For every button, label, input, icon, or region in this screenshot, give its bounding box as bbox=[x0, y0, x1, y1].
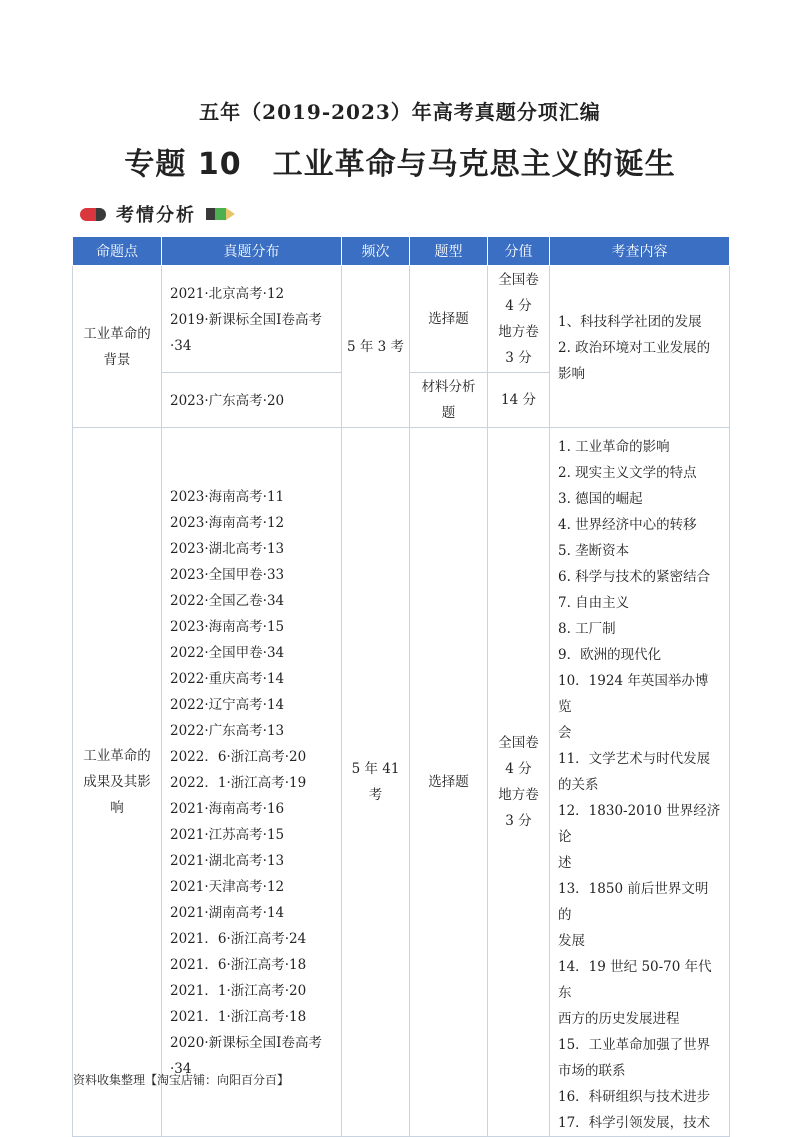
cell-line: 6. 科学与技术的紧密结合 bbox=[558, 569, 711, 585]
topic-cell bbox=[73, 428, 162, 1137]
cell-line: 8. 工厂制 bbox=[558, 621, 616, 637]
cell-line: 西方的历史发展进程 bbox=[558, 1011, 680, 1027]
cell-line: 13．1850 前后世界文明的 bbox=[558, 881, 709, 923]
section-label: 考情分析 bbox=[116, 205, 196, 226]
cell-line: 3. 德国的崛起 bbox=[558, 491, 643, 507]
cell-line: 2021．1·浙江高考·18 bbox=[170, 1009, 307, 1025]
document-title: 专题 10 工业革命与马克思主义的诞生 bbox=[124, 147, 676, 182]
cell-line: 2021·湖北高考·13 bbox=[170, 853, 285, 869]
frequency-cell bbox=[342, 266, 410, 428]
cell-line: 2023·湖北高考·13 bbox=[170, 541, 285, 557]
type-cell bbox=[410, 373, 488, 428]
table-header-row bbox=[73, 237, 730, 266]
cell-line: 4. 世界经济中心的转移 bbox=[558, 517, 697, 533]
cell-line: 3 分 bbox=[505, 813, 532, 829]
cell-line: 考 bbox=[368, 787, 383, 803]
footer-note: 资料收集整理【淘宝店铺：向阳百分百】 bbox=[73, 1073, 290, 1087]
cell-line: ·34 bbox=[170, 338, 192, 354]
cell-line: 5 年 41 bbox=[351, 761, 400, 777]
cell-line: 2023·海南高考·15 bbox=[170, 619, 285, 635]
cell-line: 会 bbox=[558, 725, 572, 741]
cell-line: 工业革命的 bbox=[83, 748, 151, 764]
cell-line: 2023·海南高考·12 bbox=[170, 515, 285, 531]
frequency-cell bbox=[342, 428, 410, 1137]
header-cell: 分值 bbox=[488, 237, 550, 266]
content-cell bbox=[550, 266, 730, 428]
table-row bbox=[73, 266, 730, 373]
cell-line: 4 分 bbox=[505, 298, 532, 314]
cell-line: 2022·全国甲卷·34 bbox=[170, 645, 285, 661]
cell-line: 2021．6·浙江高考·18 bbox=[170, 957, 307, 973]
score-cell bbox=[488, 373, 550, 428]
header-cell: 命题点 bbox=[73, 237, 162, 266]
exam-list-cell bbox=[162, 428, 342, 1137]
cell-line: 2. 现实主义文学的特点 bbox=[558, 465, 697, 481]
cell-line: 全国卷 bbox=[498, 272, 539, 288]
cell-line: 影响 bbox=[558, 365, 585, 382]
cell-line: 3 分 bbox=[505, 350, 532, 366]
cell-line: 5 年 3 考 bbox=[346, 338, 405, 355]
exam-list-cell bbox=[162, 373, 342, 428]
pill-icon bbox=[80, 208, 106, 221]
cell-line: 地方卷 bbox=[498, 787, 539, 803]
cell-line: 成果及其影 bbox=[83, 774, 151, 790]
score-cell bbox=[488, 428, 550, 1137]
cell-line: 题 bbox=[441, 405, 456, 421]
cell-line: 11．文学艺术与时代发展 bbox=[558, 751, 711, 767]
cell-line: 2021·北京高考·12 bbox=[170, 286, 285, 302]
cell-line: 5. 垄断资本 bbox=[558, 543, 630, 559]
cell-line: 1. 工业革命的影响 bbox=[558, 439, 670, 455]
cell-line: 选择题 bbox=[428, 311, 469, 327]
cell-line: 述 bbox=[558, 855, 572, 871]
cell-line: 工业革命的 bbox=[83, 325, 151, 342]
cell-line: 材料分析 bbox=[421, 379, 476, 395]
cell-line: 14 分 bbox=[501, 392, 536, 408]
cell-line: 全国卷 bbox=[498, 735, 539, 751]
cell-line: 15．工业革命加强了世界 bbox=[558, 1037, 711, 1053]
section-heading bbox=[80, 202, 235, 226]
type-cell bbox=[410, 428, 488, 1137]
cell-line: 选择题 bbox=[428, 774, 469, 790]
cell-line: 2022·全国乙卷·34 bbox=[170, 593, 285, 609]
cell-line: 7. 自由主义 bbox=[558, 595, 630, 611]
header-cell: 真题分布 bbox=[162, 237, 342, 266]
cell-line: 4 分 bbox=[505, 761, 532, 777]
cell-line: 2021·天津高考·12 bbox=[170, 879, 285, 895]
document-subtitle: 五年（2019-2023）年高考真题分项汇编 bbox=[199, 100, 601, 124]
exam-list-cell bbox=[162, 266, 342, 373]
cell-line: 的关系 bbox=[558, 777, 599, 793]
cell-line: 2023·海南高考·11 bbox=[170, 489, 285, 505]
table-row bbox=[73, 428, 730, 1137]
cell-line: 2. 政治环境对工业发展的 bbox=[558, 339, 711, 356]
cell-line: 2022．1·浙江高考·19 bbox=[170, 775, 307, 791]
header-cell: 考查内容 bbox=[550, 237, 730, 266]
cell-line: ·34 bbox=[170, 1061, 192, 1077]
cell-line: 16．科研组织与技术进步 bbox=[558, 1089, 711, 1105]
header-cell: 题型 bbox=[410, 237, 488, 266]
cell-line: 2022·重庆高考·14 bbox=[170, 671, 285, 687]
cell-line: 2021·海南高考·16 bbox=[170, 801, 285, 817]
cell-line: 2020·新课标全国Ⅰ卷高考 bbox=[170, 1035, 322, 1051]
cell-line: 9．欧洲的现代化 bbox=[558, 647, 662, 663]
cell-line: 1、科技科学社团的发展 bbox=[558, 313, 702, 330]
cell-line: 10．1924 年英国举办博览 bbox=[558, 673, 709, 715]
exam-analysis-table bbox=[72, 236, 730, 1137]
cell-line: 响 bbox=[110, 800, 124, 816]
cell-line: 2021·湖南高考·14 bbox=[170, 905, 285, 921]
cell-line: 2019·新课标全国Ⅰ卷高考 bbox=[170, 312, 322, 328]
cell-line: 2022·辽宁高考·14 bbox=[170, 697, 285, 713]
cell-line: 市场的联系 bbox=[558, 1063, 626, 1079]
cell-line: 2021．6·浙江高考·24 bbox=[170, 931, 307, 947]
cell-line: 发展 bbox=[558, 933, 585, 949]
score-cell bbox=[488, 266, 550, 373]
cell-line: 2022·广东高考·13 bbox=[170, 723, 285, 739]
content-cell bbox=[550, 428, 730, 1137]
cell-line: 地方卷 bbox=[498, 324, 539, 340]
cell-line: 2021．1·浙江高考·20 bbox=[170, 983, 307, 999]
header-cell: 频次 bbox=[342, 237, 410, 266]
cell-line: 2022．6·浙江高考·20 bbox=[170, 749, 307, 765]
cell-line: 2021·江苏高考·15 bbox=[170, 827, 285, 843]
cell-line: 背景 bbox=[103, 351, 131, 368]
cell-line: 12．1830-2010 世界经济论 bbox=[558, 803, 721, 845]
type-cell bbox=[410, 266, 488, 373]
cell-line: 2023·广东高考·20 bbox=[170, 393, 285, 409]
cell-line: 17．科学引领发展，技术 bbox=[558, 1115, 711, 1131]
topic-cell bbox=[73, 266, 162, 428]
pencil-icon bbox=[206, 208, 235, 220]
cell-line: 14．19 世纪 50-70 年代东 bbox=[558, 959, 712, 1001]
cell-line: 2023·全国甲卷·33 bbox=[170, 567, 285, 583]
